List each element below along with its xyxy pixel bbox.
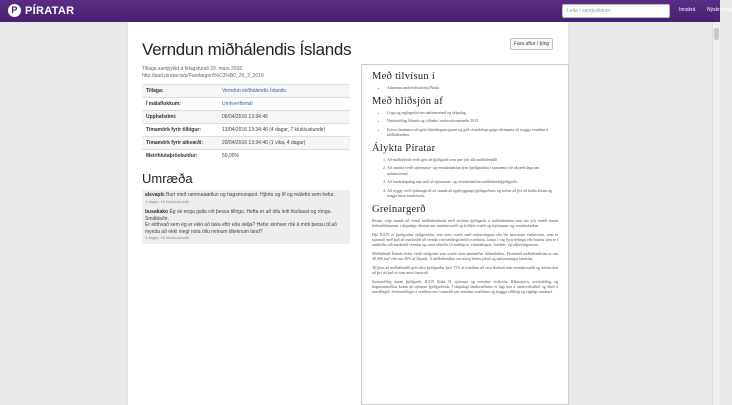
reference-list bbox=[387, 85, 558, 91]
comment-author[interactable]: busakako bbox=[145, 209, 169, 215]
back-to-assembly-button[interactable]: Fara aftur í þing bbox=[510, 38, 553, 50]
table-row bbox=[142, 137, 350, 150]
detail-key: Upphafstími: bbox=[142, 111, 218, 124]
proposal-link[interactable]: Verndun miðhálendis Íslands bbox=[218, 85, 350, 98]
doc-heading: Með hliðsjón af bbox=[372, 95, 443, 107]
table-row bbox=[142, 124, 350, 137]
category-link[interactable]: Umhverfismál bbox=[218, 98, 350, 111]
detail-value: 06/04/2016 13:34:46 bbox=[218, 111, 350, 124]
list-item: 3. Að landsskipulag taki mið af stjórnunar- og verndaráætlun miðhálendisþjóðgarðs. bbox=[387, 179, 558, 185]
detail-value: 13/04/2016 13:34:46 (4 dagar, 7 klukkustundir) bbox=[218, 124, 350, 137]
detail-key: Tímamörk fyrir atkvæði: bbox=[142, 137, 218, 150]
adoption-note: Tillaga samþykkt á félagsfundi 29. mars 2016 bbox=[142, 66, 243, 72]
search-input[interactable]: Leita í samþykktum bbox=[562, 4, 670, 18]
proposal-details-table bbox=[142, 84, 350, 163]
minutes-link[interactable]: http://pad.piratar.is/p/Fundargerð%C3%B0_29_3_2016 bbox=[142, 73, 264, 79]
consideration-list bbox=[387, 110, 558, 138]
list-item: 1. Að miðhálendi verði gert að þjóðgarði sem nær yfir allt miðhálendið. bbox=[387, 157, 558, 163]
page-scrollbar[interactable] bbox=[712, 22, 720, 405]
table-row bbox=[142, 150, 350, 163]
scrollbar-thumb[interactable] bbox=[714, 28, 719, 40]
detail-key: Tímamörk fyrir tillögur: bbox=[142, 124, 218, 137]
doc-heading: Greinargerð bbox=[372, 203, 426, 215]
comment-text: Burt með rammaáætlun og hagsmunapot. Hjörtu og líf og málefni sem hefur. bbox=[166, 192, 335, 198]
proposal-document bbox=[361, 64, 569, 405]
comment-item bbox=[142, 190, 350, 207]
detail-key: Í málaflokkum: bbox=[142, 98, 218, 111]
comment-item bbox=[142, 207, 350, 244]
list-item: • Almenna umhverfisstefnu Pírata bbox=[387, 85, 558, 91]
list-item: 4. Að tryggt verði fjármagn til að standa að uppbyggingu þjóðgarðsins og stefna að því að halda áfram og tengja betur landvörslu. bbox=[387, 188, 558, 199]
list-item: • Lögu og reglugerða um náttúruvernd og skipulag bbox=[387, 110, 558, 116]
page-title: Verndun miðhálendis Íslands bbox=[142, 40, 352, 59]
doc-heading: Með tilvísun í bbox=[372, 71, 436, 82]
doc-heading: Ályktа Píratar bbox=[372, 142, 436, 154]
resolution-list bbox=[387, 157, 558, 199]
table-row bbox=[142, 98, 350, 111]
table-row bbox=[142, 85, 350, 98]
comment-date: 1 dagur, 16 klukkustundir bbox=[145, 235, 190, 240]
doc-paragraph: Sveitarfélög innan þjóðgarðs IUCN flokk II, stjórnun og verndun vistkerfa. Ríkisstjórn, sveitarfélög og hagsmunaaðilar koma að stjórnun þjóðgarðsins. Í skipulagi landsvæðisins er lagt mat á umhverfisáhrif og áhrif á samfélagið. Sveitarfélögin á svæðinu eru í samráði um verndun svæðisins og tryggja eðlilegt og faglegt samstarf. bbox=[372, 278, 558, 294]
top-navbar bbox=[0, 0, 732, 22]
list-item: 2. Að ramma verði stjórnunar- og verndaráætlun fyrir þjóðgarðinn í samræmi við ákvæði laga um náttúruvernd. bbox=[387, 165, 558, 176]
doc-paragraph: Hjá IUCN er þjóðgarður skilgreindur sem stórt svæði með náttúrulegum eða lítt snortnum vistkerfum, sem er stjórnað með það að markmiði að vernda vistfræðilega heild svæðisins, koma í veg fyrir nýtingu eða búsetu sem er í andstöðu við markmið verndar og veita aðstöðu til andlegrar, vísindalegrar, fræðslu- og afþreyingarnota. bbox=[372, 231, 558, 247]
brand-name: PÍRATAR bbox=[25, 4, 75, 17]
doc-paragraph: Til þess að miðhálendið geti talist þjóðgarður þarf 75% af svæðinu að vera flokkað sem verndarsvæði og stefna skal að því að það sé sem mest ósnortið. bbox=[372, 264, 558, 275]
discussion-heading: Umræða bbox=[142, 171, 193, 186]
pirate-logo-icon: P bbox=[8, 4, 21, 17]
brand-logo-link[interactable] bbox=[8, 4, 74, 17]
detail-key: Meirihlutaþröskuldur: bbox=[142, 150, 218, 163]
detail-key: Tillaga: bbox=[142, 85, 218, 98]
list-item: • Þeirra tímabærra að gefa Íslendingum gaum og góð vísindalega gögn tilvísanna að tryggja verndun á miðhálendinu. bbox=[387, 127, 558, 138]
detail-value: 50,00% bbox=[218, 150, 350, 163]
table-row bbox=[142, 111, 350, 124]
comment-date: 1 dagur, 16 klukkustundir bbox=[145, 198, 190, 204]
comment-author[interactable]: alsvaplc bbox=[145, 192, 165, 198]
list-item: • Náttúrufélag Íslands og víðtækri umhverfisumræðu 2015. bbox=[387, 118, 558, 124]
doc-paragraph: Píratar vilja standa að vernd miðhálendisins með stofnun þjóðgarðs á miðhálendinu sem nái yfir svæði innan hálendislínunnar í skipulagi ríkisins um verndarsvæði og friðlýst svæði og stjórnunar- og verndaráætlun. bbox=[372, 217, 558, 228]
comment-text: Ég sé enga galla við þessa tillögu. Hefta er að öllu leiti hlutlaust og röngu. Smáblaðri. bbox=[145, 209, 332, 222]
detail-value: 20/04/2016 13:34:46 (1 vika, 4 dagar) bbox=[218, 137, 350, 150]
nav-register-link[interactable]: Nýskráning bbox=[707, 7, 732, 13]
doc-paragraph: Miðhálendi Íslands hefur verið skilgreint sem svæði ofan samhæfðar hálendislínu. Flatarmál miðhálendisins er um 40.000 km² eða um 40% af Íslandi. Á miðhálendinu eru mörg helstu jökul og náttúruminjar landsins. bbox=[372, 250, 558, 261]
nav-login-link[interactable]: Innskrá bbox=[679, 7, 696, 13]
comment-text: Er eitthvað sem ég er ekki að taka eftir eða skilja? Hefur einhver rök á móti þessu til að mynda að ekki megi nota öllu neinum tilteknum land? bbox=[145, 222, 337, 235]
